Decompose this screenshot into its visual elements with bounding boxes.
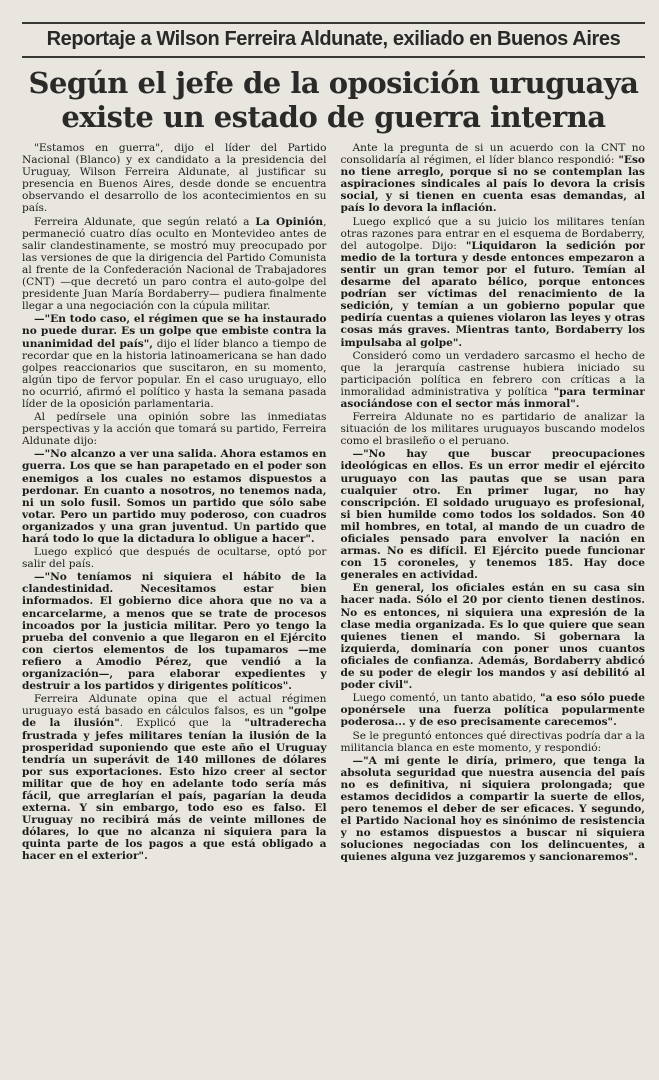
- paragraph: Luego comentó, un tanto abatido, "a eso sólo puede oponérsele una fuerza política popularmente poderosa... y de eso precisamente carecemos".: [340, 692, 645, 729]
- kicker: Reportaje a Wilson Ferreira Aldunate, exiliado en Buenos Aires: [46, 28, 621, 50]
- quote: —"En todo caso, el régimen que se ha instaurado no puede durar. Es un golpe que embiste contra la unanimidad del país",: [22, 313, 327, 350]
- column-left: [22, 142, 327, 1044]
- paragraph: Consideró como un verdadero sarcasmo el hecho de que la jerarquía castrense hubiera iniciado su participación política en febrero con críticas a la inmoralidad administrativa y política "para terminar asociándose con el sector más inmoral".: [340, 349, 645, 410]
- newspaper-name: La Opinión: [255, 215, 324, 228]
- kicker-bar: [22, 22, 645, 58]
- paragraph: "Estamos en guerra", dijo el líder del Partido Nacional (Blanco) y ex candidato a la presidencia del Uruguay, Wilson Ferreira Aldunate, al justificar su presencia en Buenos Aires, desde donde se encuentra observando el desarrollo de los acontecimientos en su país.: [22, 142, 327, 215]
- paragraph: Luego explicó que a su juicio los militares tenían otras razones para entrar en el esquema de Bordaberry, del autogolpe. Dijo: "Liquidaron la sedición por medio de la tortura y desde entonces empezaron a sentir un gran temor por el futuro. Temían al desarme del aparato bélico, porque entonces podrían ser víctimas del renacimiento de la sedición, y temían a un gobierno popular que pediría cuentas a quienes violaron las leyes y otras cosas más graves. Mientras tanto, Bordaberry los impulsaba al golpe".: [340, 215, 645, 349]
- quote-paragraph: En general, los oficiales están en su casa sin hacer nada. Sólo el 20 por ciento tienen destinos. No es entonces, ni siquiera una expresión de la clase media organizada. Es lo que quiere que sean quienes tienen el mando. Si gobernara la izquierda, dominaría con poner unos cuantos oficiales de confianza. Además, Bordaberry abdicó de su poder de elegir los mandos y así debilitó al poder civil".: [340, 582, 645, 692]
- paragraph: Ferreira Aldunate opina que el actual régimen uruguayo está basado en cálculos falsos, es un "golpe de la ilusión". Explicó que la "ultraderecha frustrada y jefes militares tenían la ilusión de la prosperidad suponiendo que este año el Uruguay tendría un superávit de 140 millones de dólares por sus exportaciones. Esto hizo creer al sector militar que de hoy en adelante todo sería más fácil, que arreglarían el país, pagarían la deuda externa. Y sin embargo, todo eso es falso. El Uruguay no recibirá más de veinte millones de dólares, lo que no alcanza ni siquiera para la quinta parte de los pagos a que está obligado a hacer en el exterior".: [22, 693, 327, 863]
- quote-paragraph: —"No hay que buscar preocupaciones ideológicas en ellos. Es un error medir el ejército uruguayo con las pautas que se usan para cualquier otro. En primer lugar, no hay conscripción. El soldado uruguayo es profesional, si bien humilde como todos los soldados. Son 40 mil hombres, en total, al mando de un cuadro de oficiales pensado para envolver la nación en armas. No es difícil. El Ejército puede funcionar con 15 coroneles, y tenemos 185. Hay doce generales en actividad.: [340, 448, 645, 582]
- headline-line-2: existe un estado de guerra interna: [61, 100, 606, 134]
- column-right: [341, 142, 646, 1044]
- headline: [22, 66, 645, 134]
- quote-paragraph: —"No teníamos ni siquiera el hábito de la clandestinidad. Necesitamos estar bien informados. El gobierno dice ahora que no va a encarcelarme, a menos que se trate de procesos incoados por la justicia militar. Pero yo tengo la prueba del convenio a que llegaron en el Ejército con ciertos elementos de los tupamaros —me refiero a Amodio Pérez, que vendió a la organización—, para elaborar expedientes y destruir a los partidos y dirigentes políticos".: [22, 571, 327, 693]
- paragraph: —"En todo caso, el régimen que se ha instaurado no puede durar. Es un golpe que embiste contra la unanimidad del país", dijo el líder blanco a tiempo de recordar que en la historia latinoamericana se han dado golpes reaccionarios que suscitaron, en su momento, algún tipo de fervor popular. En el caso uruguayo, ello no ocurrió, afirmó el político y hasta la semana pasada líder de la oposición parlamentaria.: [22, 313, 327, 410]
- quote-paragraph: —"No alcanzo a ver una salida. Ahora estamos en guerra. Los que se han parapetado en el poder son enemigos a los cuales no estamos dispuestos a perdonar. En cuanto a nosotros, no tenemos nada, ni un solo fusil. Somos un partido que sólo sabe votar. Pero un partido muy poderoso, con cuadros organizados y una gran juventud. Un partido que hará todo lo que la dictadura lo obligue a hacer".: [22, 448, 327, 545]
- paragraph: Se le preguntó entonces qué directivas podría dar a la militancia blanca en este momento, y respondió:: [340, 729, 645, 754]
- paragraph: Luego explicó que después de ocultarse, optó por salir del país.: [22, 546, 327, 571]
- paragraph: Al pedírsele una opinión sobre las inmediatas perspectivas y la acción que tomará su partido, Ferreira Aldunate dijo:: [22, 411, 327, 448]
- paragraph: Ante la pregunta de si un acuerdo con la CNT no consolidaría al régimen, el líder blanco respondió: "Eso no tiene arreglo, porque si no se contemplan las aspiraciones sindicales al país lo devora la crisis social, y si tienen en cuenta esas demandas, al país lo devora la inflación.: [340, 142, 645, 215]
- quote-paragraph: —"A mi gente le diría, primero, que tenga la absoluta seguridad que nuestra ausencia del país no es definitiva, ni siquiera prolongada; que estamos decididos a compartir la suerte de ellos, pero tenemos el deber de ser eficaces. Y segundo, el Partido Nacional hoy es sinónimo de resistencia y no estamos dispuestos a buscar ni siquiera soluciones negociadas con los delincuentes, a quienes alguna vez juzgaremos y sancionaremos".: [340, 754, 645, 864]
- article-body: [22, 142, 645, 1044]
- paragraph: Ferreira Aldunate, que según relató a La Opinión, permaneció cuatro días oculto en Montevideo antes de salir clandestinamente, se mostró muy preocupado por las versiones de que la dirigencia del Partido Comunista al frente de la Confederación Nacional de Trabajadores (CNT) —que decretó un paro contra el auto-golpe del presidente Juan María Bordaberry— pudiera finalmente llegar a una negociación con la cúpula militar.: [22, 215, 327, 313]
- paragraph: Ferreira Aldunate no es partidario de analizar la situación de los militares uruguayos buscando modelos como el brasileño o el peruano.: [340, 411, 645, 448]
- headline-line-1: Según el jefe de la oposición uruguaya: [28, 66, 639, 100]
